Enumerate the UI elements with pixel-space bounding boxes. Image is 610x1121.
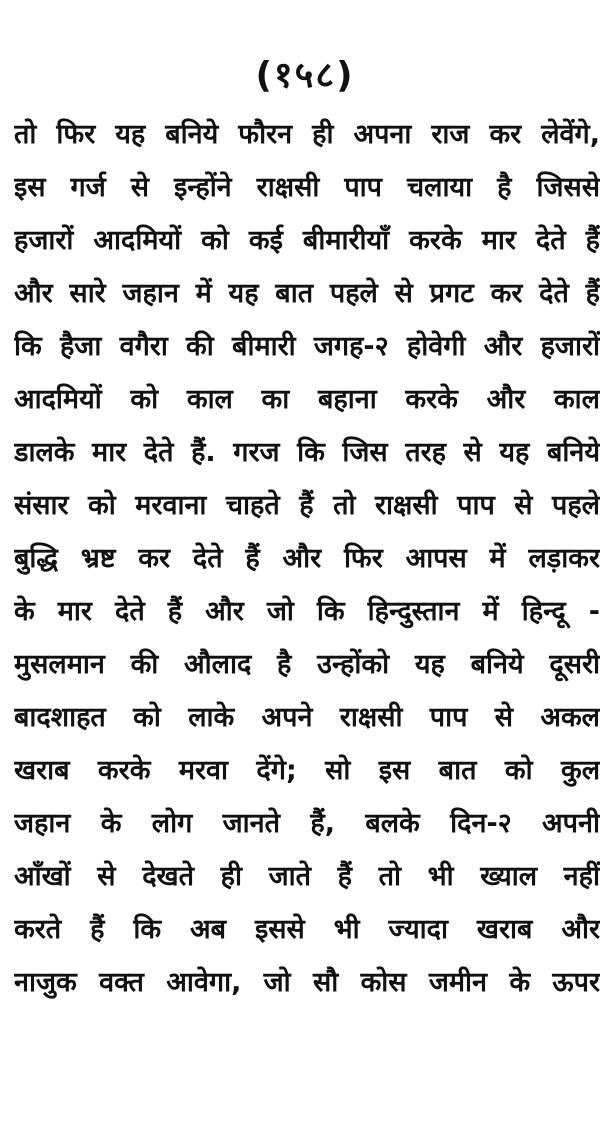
text-line-2: इस गर्ज से इन्होंने राक्षसी पाप चलाया है जिससे bbox=[14, 172, 600, 203]
text-line-4: और सारे जहान में यह बात पहले से प्रगट कर देते हैं bbox=[14, 278, 600, 309]
text-line-14: जहान के लोग जानते हैं, बलके दिन-२ अपनी bbox=[14, 808, 600, 839]
text-line-17: नाजुक वक्त आवेगा, जो सौ कोस जमीन के ऊपर bbox=[14, 967, 600, 998]
body-text bbox=[14, 108, 600, 1009]
text-line-11: मुसलमान की औलाद है उन्होंको यह बनिये दूसरी bbox=[14, 649, 600, 680]
text-line-9: बुद्धि भ्रष्ट कर देते हैं और फिर आपस में लड़ाकर bbox=[14, 543, 600, 574]
text-line-3: हजारों आदमियों को कई बीमारीयाँ करके मार देते हैं bbox=[14, 225, 600, 256]
text-line-13: खराब करके मरवा देंगे; सो इस बात को कुल bbox=[14, 755, 600, 786]
text-line-8: संसार को मरवाना चाहते हैं तो राक्षसी पाप से पहले bbox=[14, 490, 600, 521]
text-line-6: आदमियों को काल का बहाना करके और काल bbox=[14, 384, 600, 415]
text-line-1: तो फिर यह बनिये फौरन ही अपना राज कर लेवेंगे, bbox=[14, 119, 600, 150]
text-line-10: के मार देते हैं और जो कि हिन्दुस्तान में हिन्दू - bbox=[14, 596, 600, 627]
text-line-7: डालके मार देते हैं. गरज कि जिस तरह से यह बनिये bbox=[14, 437, 600, 468]
text-line-5: कि हैजा वगैरा की बीमारी जगह-२ होवेगी और हजारों bbox=[14, 331, 600, 362]
page-number: (१५८) bbox=[255, 55, 355, 96]
text-line-12: बादशाहत को लाके अपने राक्षसी पाप से अकल bbox=[14, 702, 600, 733]
text-line-15: आँखों से देखते ही जाते हैं तो भी ख्याल नहीं bbox=[14, 861, 600, 892]
text-line-16: करते हैं कि अब इससे भी ज्यादा खराब और bbox=[14, 914, 600, 945]
